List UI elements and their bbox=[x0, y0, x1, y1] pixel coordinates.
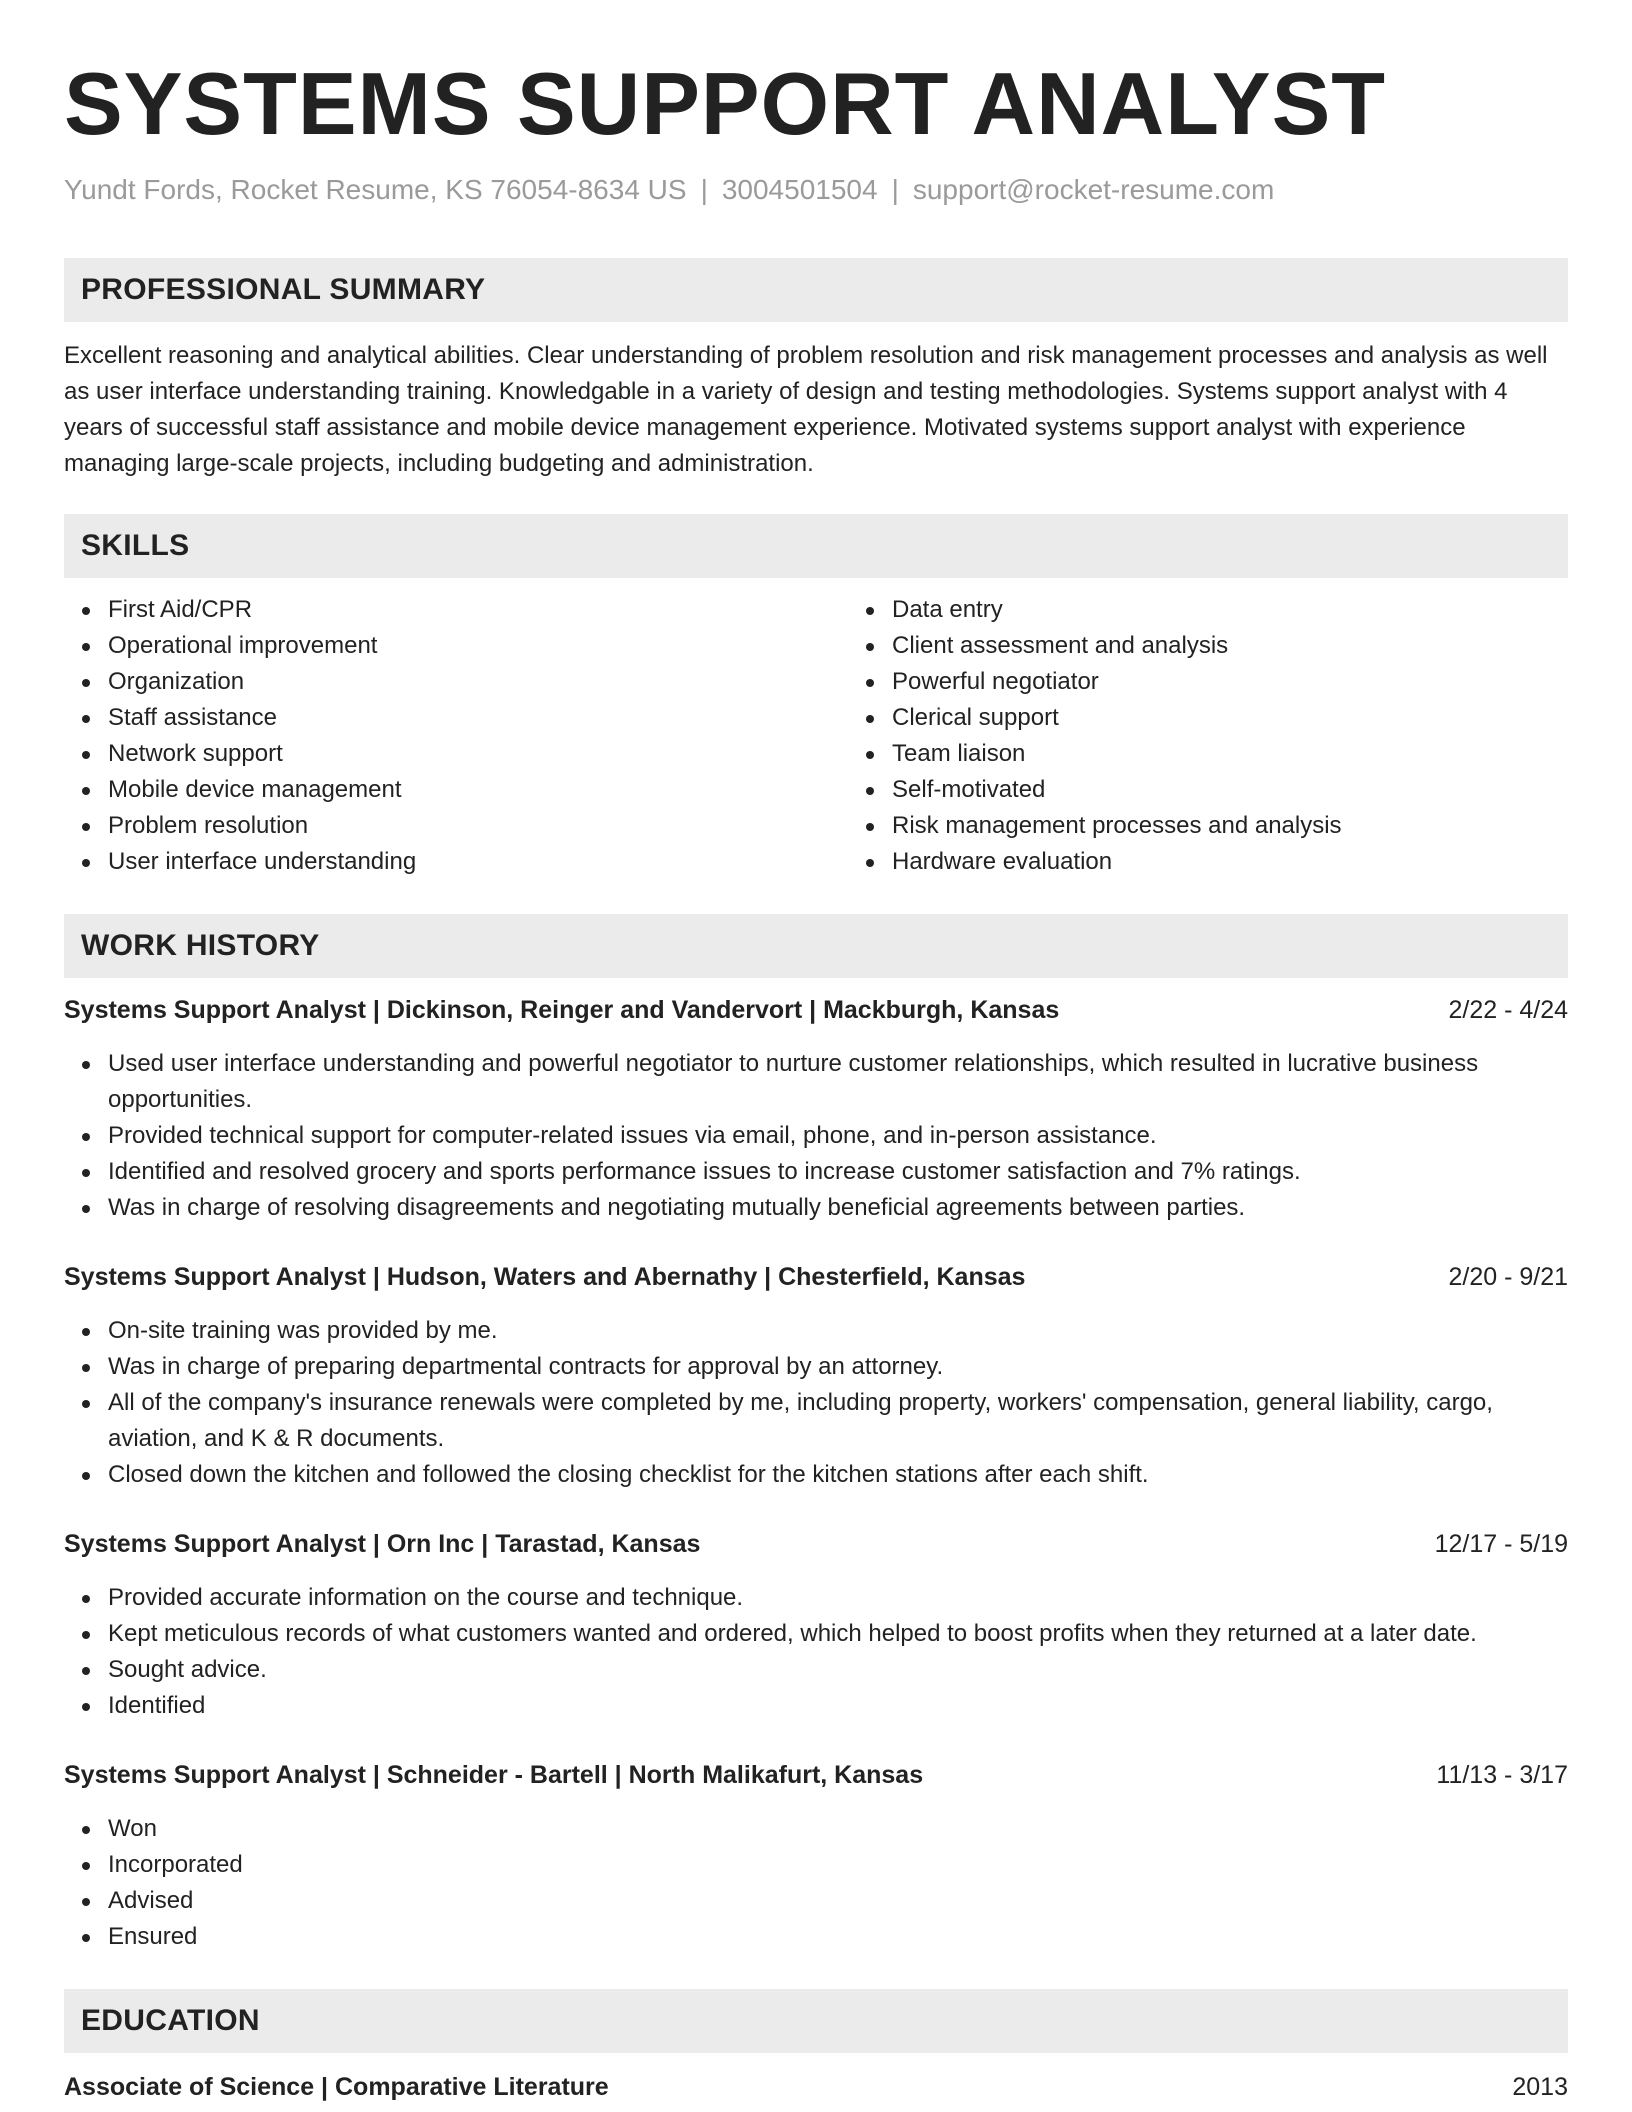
job-bullet: Ensured bbox=[108, 1919, 1568, 1955]
job-bullet: Was in charge of preparing departmental contracts for approval by an attorney. bbox=[108, 1349, 1568, 1385]
job-title: Systems Support Analyst | Schneider - Bartell | North Malikafurt, Kansas bbox=[64, 1761, 924, 1789]
job-title: Systems Support Analyst | Hudson, Waters and Abernathy | Chesterfield, Kansas bbox=[64, 1263, 1026, 1291]
job-bullets bbox=[64, 1580, 1568, 1724]
education-degree: Associate of Science | Comparative Literature bbox=[64, 2073, 609, 2101]
skills-heading: SKILLS bbox=[81, 529, 190, 562]
skill-item: Client assessment and analysis bbox=[892, 628, 1632, 664]
resume-name: SYSTEMS SUPPORT ANALYST bbox=[64, 54, 1387, 153]
job-bullet: Was in charge of resolving disagreements and negotiating mutually beneficial agreements between parties. bbox=[108, 1190, 1568, 1226]
skills-section-header bbox=[64, 514, 1568, 578]
skill-item: Mobile device management bbox=[108, 772, 848, 808]
skills-column-left bbox=[64, 592, 848, 880]
job-entry bbox=[64, 1259, 1568, 1493]
skill-item: Clerical support bbox=[892, 700, 1632, 736]
job-bullets bbox=[64, 1313, 1568, 1493]
education-year: 2013 bbox=[1512, 2073, 1568, 2101]
contact-separator: | bbox=[700, 174, 708, 205]
job-bullet: Won bbox=[108, 1811, 1568, 1847]
job-bullet: All of the company's insurance renewals were completed by me, including property, workers' compensation, general liability, cargo, aviation, and K & R documents. bbox=[108, 1385, 1568, 1457]
job-bullet: Used user interface understanding and powerful negotiator to nurture customer relationships, which resulted in lucrative business opportunities. bbox=[108, 1046, 1568, 1118]
job-bullet: On-site training was provided by me. bbox=[108, 1313, 1568, 1349]
summary-heading: PROFESSIONAL SUMMARY bbox=[81, 273, 486, 306]
skill-item: User interface understanding bbox=[108, 844, 848, 880]
skill-item: Self-motivated bbox=[892, 772, 1632, 808]
work-section-header bbox=[64, 914, 1568, 978]
job-bullet: Provided technical support for computer-related issues via email, phone, and in-person assistance. bbox=[108, 1118, 1568, 1154]
contact-phone: 3004501504 bbox=[721, 174, 878, 205]
job-dates: 12/17 - 5/19 bbox=[1434, 1530, 1568, 1558]
education-heading: EDUCATION bbox=[81, 2004, 260, 2037]
skill-item: Hardware evaluation bbox=[892, 844, 1632, 880]
skill-item: Network support bbox=[108, 736, 848, 772]
job-header bbox=[64, 1757, 1568, 1793]
skill-item: First Aid/CPR bbox=[108, 592, 848, 628]
job-entry bbox=[64, 1526, 1568, 1724]
skills-column-right bbox=[848, 592, 1632, 880]
skill-item: Operational improvement bbox=[108, 628, 848, 664]
job-header bbox=[64, 1526, 1568, 1562]
job-bullet: Identified bbox=[108, 1688, 1568, 1724]
job-header bbox=[64, 1259, 1568, 1295]
skill-item: Data entry bbox=[892, 592, 1632, 628]
skill-item: Team liaison bbox=[892, 736, 1632, 772]
skill-item: Risk management processes and analysis bbox=[892, 808, 1632, 844]
job-bullet: Kept meticulous records of what customers wanted and ordered, which helped to boost profits when they returned at a later date. bbox=[108, 1616, 1568, 1652]
contact-address: Yundt Fords, Rocket Resume, KS 76054-8634 US bbox=[64, 174, 687, 205]
job-bullets bbox=[64, 1811, 1568, 1955]
job-dates: 11/13 - 3/17 bbox=[1436, 1761, 1568, 1789]
skill-item: Organization bbox=[108, 664, 848, 700]
job-bullet: Provided accurate information on the course and technique. bbox=[108, 1580, 1568, 1616]
summary-text: Excellent reasoning and analytical abilities. Clear understanding of problem resolution and risk management processes and analysis as well as user interface understanding training. Knowledgable in a variety of design and testing methodologies. Systems support analyst with 4 years of successful staff assistance and mobile device management experience. Motivated systems support analyst with experience managing large-scale projects, including budgeting and administration. bbox=[64, 342, 1548, 477]
job-title: Systems Support Analyst | Orn Inc | Tarastad, Kansas bbox=[64, 1530, 701, 1558]
job-bullet: Sought advice. bbox=[108, 1652, 1568, 1688]
job-bullets bbox=[64, 1046, 1568, 1226]
education-header bbox=[64, 2069, 1568, 2105]
job-bullet: Closed down the kitchen and followed the closing checklist for the kitchen stations after each shift. bbox=[108, 1457, 1568, 1493]
skill-item: Powerful negotiator bbox=[892, 664, 1632, 700]
job-entry bbox=[64, 1757, 1568, 1955]
skill-item: Staff assistance bbox=[108, 700, 848, 736]
contact-email[interactable]: support@rocket-resume.com bbox=[912, 174, 1275, 205]
job-bullet: Identified and resolved grocery and sports performance issues to increase customer satisfaction and 7% ratings. bbox=[108, 1154, 1568, 1190]
job-dates: 2/22 - 4/24 bbox=[1448, 996, 1568, 1024]
job-bullet: Incorporated bbox=[108, 1847, 1568, 1883]
job-title: Systems Support Analyst | Dickinson, Reinger and Vandervort | Mackburgh, Kansas bbox=[64, 996, 1060, 1024]
work-heading: WORK HISTORY bbox=[81, 929, 320, 962]
job-bullet: Advised bbox=[108, 1883, 1568, 1919]
job-dates: 2/20 - 9/21 bbox=[1448, 1263, 1568, 1291]
education-entry bbox=[64, 2069, 1568, 2105]
skills-list bbox=[64, 592, 1568, 880]
contact-separator: | bbox=[891, 174, 899, 205]
summary-section-header bbox=[64, 258, 1568, 322]
education-section-header bbox=[64, 1989, 1568, 2053]
contact-line bbox=[64, 172, 1568, 208]
job-header bbox=[64, 992, 1568, 1028]
job-entry bbox=[64, 992, 1568, 1226]
skill-item: Problem resolution bbox=[108, 808, 848, 844]
